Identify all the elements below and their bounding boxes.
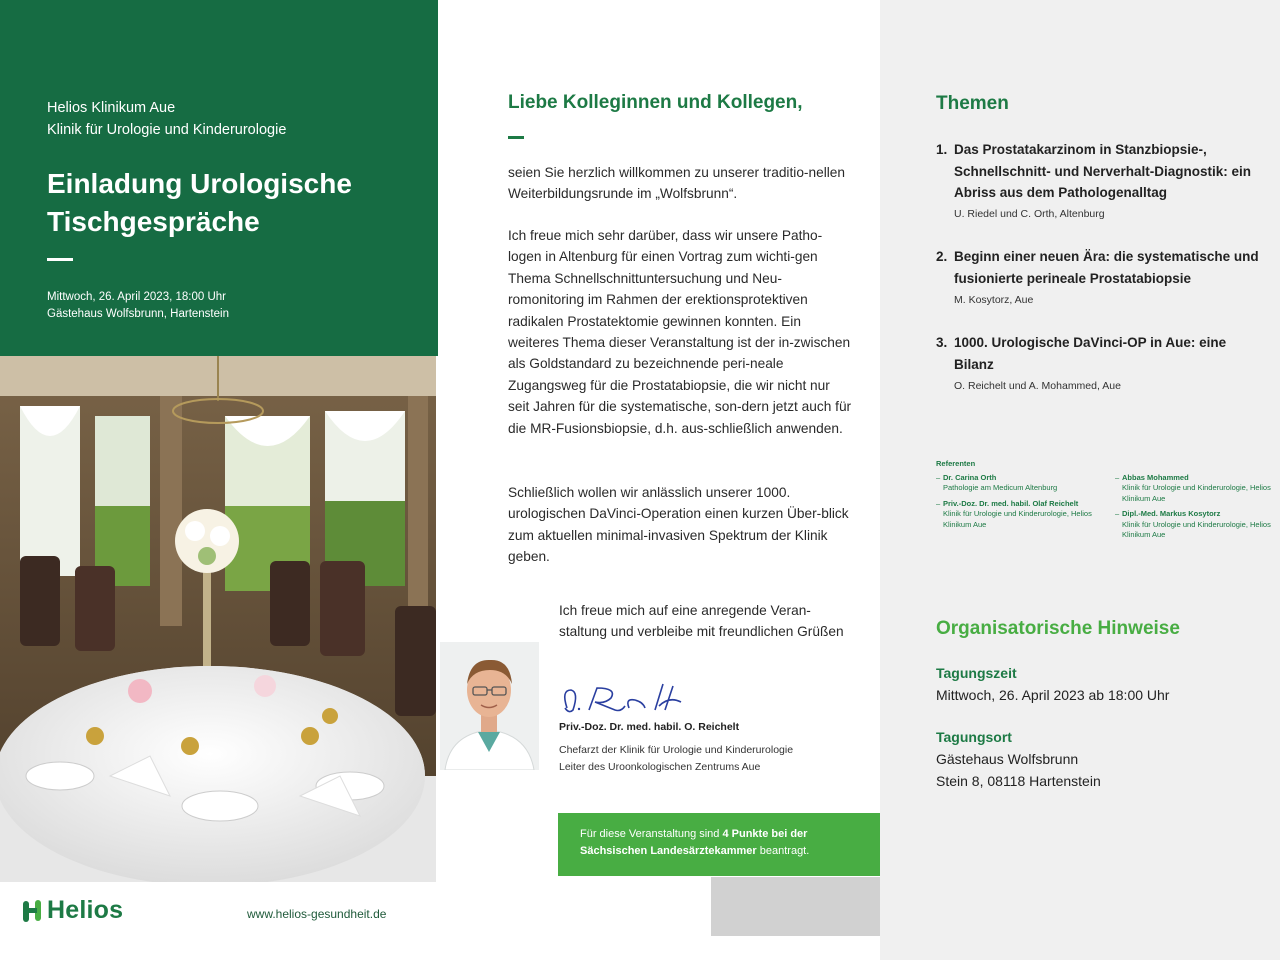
points-text-bold1: 4 Punkte bei der — [722, 828, 808, 840]
points-text-bold2: Sächsischen Landesärztekammer — [580, 844, 757, 857]
referent-name: – Dipl.-Med. Markus Kosytorz — [1122, 509, 1221, 519]
greeting-divider — [508, 136, 524, 139]
topic-authors: U. Riedel und C. Orth, Altenburg — [954, 208, 1105, 220]
signature — [559, 678, 699, 718]
tagungsort-label: Tagungsort — [936, 729, 1012, 745]
topic-authors: O. Reichelt und A. Mohammed, Aue — [954, 380, 1121, 392]
referent-entry — [1115, 473, 1280, 504]
topic-title: Beginn einer neuen Ära: die systematische und fusionierte perineale Prostatabiopsie — [954, 249, 1259, 286]
program-panel — [880, 0, 1280, 960]
referent-name: – Dr. Carina Orth — [943, 473, 997, 482]
hero-event-meta — [47, 289, 229, 323]
hero-date: Mittwoch, 26. April 2023, 18:00 Uhr — [47, 291, 226, 303]
tagungszeit-value: Mittwoch, 26. April 2023 ab 18:00 Uhr — [936, 687, 1170, 703]
decorative-gray-block — [711, 877, 880, 936]
hero-title-line1: Einladung Urologische — [47, 168, 352, 199]
topic-title: Das Prostatakarzinom in Stanzbiopsie-, Schnellschnitt- und Nerverhalt-Diagnostik: ein Abriss aus dem Pathologenalltag — [954, 142, 1252, 200]
tagungszeit-label: Tagungszeit — [936, 665, 1017, 681]
referent-detail: Pathologie am Medicum Altenburg — [943, 483, 1058, 493]
signer-role — [559, 742, 793, 776]
hero-divider — [47, 258, 73, 261]
referenten-heading: Referenten — [936, 459, 976, 468]
letter-paragraph-3: Schließlich wollen wir anlässlich unserer 1000. urologischen DaVinci-Operation einen kurzen Über-blick zum aktuellen minimal-invasiven Spektrum der Klinik geben. — [508, 485, 849, 565]
hero-venue: Gästehaus Wolfsbrunn, Hartenstein — [47, 308, 229, 320]
letter-closing: Ich freue mich auf eine anregende Veran-staltung und verbleibe mit freundlichen Grüßen — [559, 603, 844, 640]
dining-room-photo — [0, 356, 436, 882]
signer-portrait — [440, 642, 539, 770]
signer-role-line1: Chefarzt der Klinik für Urologie und Kinderurologie — [559, 744, 794, 756]
points-text-pre: Für diese Veranstaltung sind — [580, 828, 723, 840]
referent-detail: Klinik für Urologie und Kinderurologie, Helios Klinikum Aue — [1122, 519, 1271, 540]
tagungsort-value — [936, 749, 1101, 792]
organisation-heading: Organisatorische Hinweise — [936, 618, 1180, 639]
helios-logo — [22, 896, 123, 925]
hero-title-line2: Tischgespräche — [47, 206, 260, 237]
themen-heading: Themen — [936, 93, 1009, 114]
referent-detail: Klinik für Urologie und Kinderurologie, Helios Klinikum Aue — [1122, 483, 1271, 503]
referent-entry — [936, 499, 1106, 530]
referent-detail: Klinik für Urologie und Kinderurologie, Helios Klinikum Aue — [943, 509, 1092, 529]
hero-organisation — [47, 97, 286, 141]
signer-role-line2: Leiter des Uroonkologischen Zentrums Aue — [559, 761, 761, 773]
referent-name: – Abbas Mohammed — [1122, 473, 1189, 482]
letter-paragraph-2: Ich freue mich sehr darüber, dass wir unsere Patho-logen in Altenburg für einen Vortrag zum wichti-gen Thema Schnellschnittuntersuchung und Neu-romonitoring im Rahmen der erektionsprotektiven radikalen Prostatektomie gewinnen konnten. Ein weiteres Thema dieser Veranstaltung ist der in-zwischen als Goldstandard zu bezeichnende peri-neale Zugangsweg für die Prostatabiopsie, die wir nicht nur seit Jahren für die systematische, son-dern jetzt auch für die MR-Fusionsbiopsie, d.h. aus-schließlich anwenden. — [508, 228, 852, 436]
hero-org-line1: Helios Klinikum Aue — [47, 100, 176, 116]
topic-authors: M. Kosytorz, Aue — [954, 294, 1034, 306]
points-text-post: beantragt. — [756, 844, 810, 857]
helios-logo-text: Helios — [47, 896, 124, 924]
topic-number: 1. — [936, 142, 948, 157]
letter-panel — [438, 0, 880, 960]
referent-entry — [1115, 509, 1280, 540]
letter-paragraph-1: seien Sie herzlich willkommen zu unserer traditio-nellen Weiterbildungsrunde im „Wolfsbrunn“. — [508, 165, 846, 202]
referent-name: – Priv.-Doz. Dr. med. habil. Olaf Reichelt — [943, 498, 1079, 508]
tagungsort-address: Stein 8, 08118 Hartenstein — [936, 772, 1101, 789]
signer-name: Priv.-Doz. Dr. med. habil. O. Reichelt — [559, 721, 740, 733]
website-link[interactable]: www.helios-gesundheit.de — [247, 907, 387, 921]
topic-number: 2. — [936, 249, 948, 264]
cover-panel — [0, 0, 438, 960]
topic-title: 1000. Urologische DaVinci-OP in Aue: eine Bilanz — [954, 335, 1227, 372]
topic-number: 3. — [936, 335, 948, 350]
hero-title — [47, 165, 417, 241]
referenten-column-1 — [936, 473, 1106, 535]
helios-logo-icon — [22, 898, 42, 924]
referenten-column-2 — [1115, 473, 1280, 545]
cme-points-notice — [558, 813, 880, 876]
hero-org-line2: Klinik für Urologie und Kinderurologie — [47, 122, 287, 138]
letter-greeting: Liebe Kolleginnen und Kollegen, — [508, 92, 803, 113]
tagungsort-venue: Gästehaus Wolfsbrunn — [936, 751, 1079, 767]
hero-banner — [0, 0, 438, 356]
referent-entry — [936, 473, 1106, 494]
